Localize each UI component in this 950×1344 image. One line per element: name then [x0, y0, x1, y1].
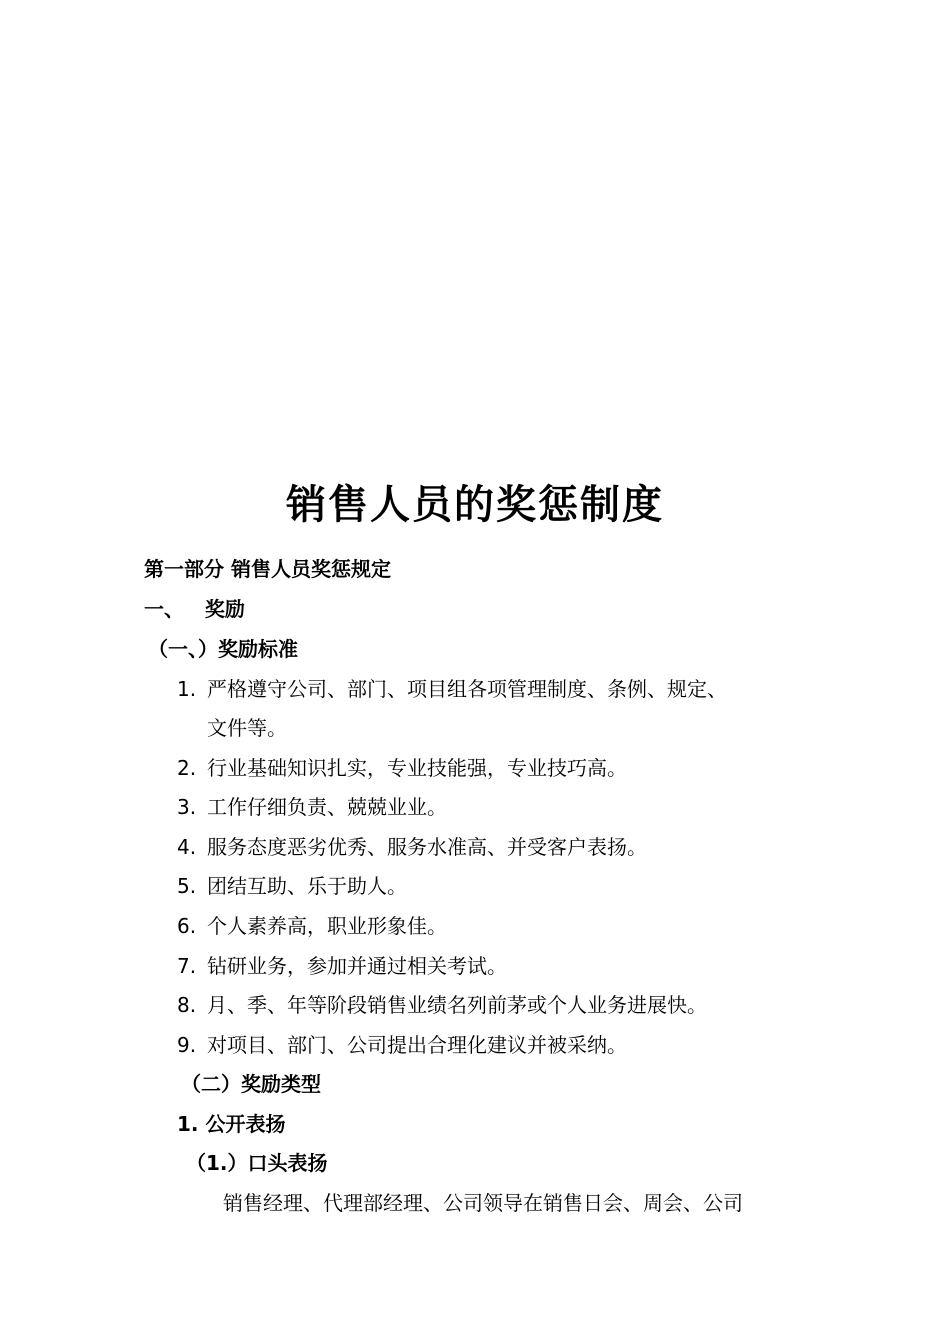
- list-item: [177, 793, 447, 821]
- list-item-text: 行业基础知识扎实，专业技能强，专业技巧高。: [207, 756, 627, 780]
- subsection-heading-standards: （一、）奖励标准: [148, 637, 298, 661]
- list-item-number: 2.: [177, 756, 197, 780]
- list-item: [177, 952, 507, 980]
- list-item: [177, 1031, 627, 1059]
- list-item-number: 9.: [177, 1033, 197, 1057]
- type-heading-public-praise: 1. 公开表扬: [177, 1112, 286, 1136]
- list-item-number: 5.: [177, 874, 197, 898]
- list-item-text: 月、季、年等阶段销售业绩名列前茅或个人业务进展快。: [207, 993, 707, 1017]
- list-item: [177, 912, 447, 940]
- list-item-text: 钻研业务，参加并通过相关考试。: [207, 954, 507, 978]
- body-paragraph: 销售经理、代理部经理、公司领导在销售日会、周会、公司: [223, 1191, 743, 1215]
- list-item-number: 3.: [177, 795, 197, 819]
- list-item: [177, 872, 407, 900]
- list-item-text: 工作仔细负责、兢兢业业。: [207, 795, 447, 819]
- list-item: [177, 675, 727, 703]
- list-item-number: 4.: [177, 835, 197, 859]
- list-item-number: 1.: [177, 677, 197, 701]
- list-item: [177, 833, 647, 861]
- list-item-number: 7.: [177, 954, 197, 978]
- list-item-text: 个人素养高，职业形象佳。: [207, 914, 447, 938]
- type-subheading-verbal-praise: （1.）口头表扬: [186, 1151, 328, 1175]
- list-item-text: 服务态度恶劣优秀、服务水准高、并受客户表扬。: [207, 835, 647, 859]
- list-item: [177, 754, 627, 782]
- document-title: 销售人员的奖惩制度: [286, 482, 664, 528]
- list-item: [177, 991, 707, 1019]
- subsection-heading-types: （二）奖励类型: [181, 1072, 321, 1096]
- list-item-text: 对项目、部门、公司提出合理化建议并被采纳。: [207, 1033, 627, 1057]
- part-heading: 第一部分 销售人员奖惩规定: [144, 557, 391, 581]
- list-item-text: 团结互助、乐于助人。: [207, 874, 407, 898]
- list-item-continuation: 文件等。: [207, 716, 287, 740]
- list-item-text: 严格遵守公司、部门、项目组各项管理制度、条例、规定、: [207, 677, 727, 701]
- section-heading-rewards: 一、 奖励: [144, 597, 245, 621]
- list-item-number: 8.: [177, 993, 197, 1017]
- list-item-number: 6.: [177, 914, 197, 938]
